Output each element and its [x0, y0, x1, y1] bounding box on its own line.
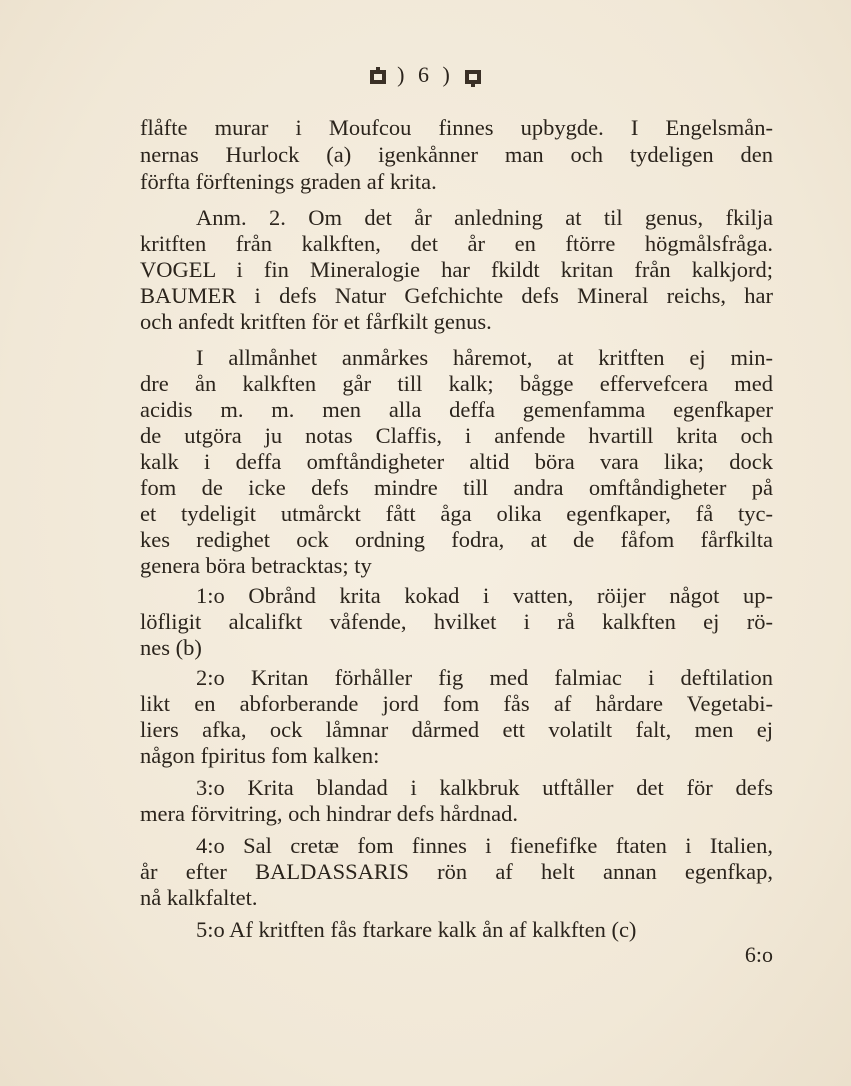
text-line: de utgöra ju notas Claffis, i anfende hvartill krita och: [140, 423, 773, 448]
text-line: kritften från kalkften, det år en ftörre högmålsfråga.: [140, 231, 773, 256]
text-line: nes (b): [140, 635, 202, 660]
text-line: et tydeligit utmårckt fått åga olika egenfkaper, få tyc-: [140, 501, 773, 526]
text-line: genera böra betracktas; ty: [140, 553, 372, 578]
header-paren-left: ): [397, 62, 409, 87]
text-line: dre ån kalkften går till kalk; bågge effervefcera med: [140, 371, 773, 396]
text-line: kes redighet ock ordning fodra, at de fåfom fårfkilta: [140, 527, 773, 552]
printer-ornament-left-icon: [368, 66, 388, 88]
text-line: 1:o Obrånd krita kokad i vatten, röijer något up-: [196, 583, 773, 608]
text-line: Anm. 2. Om det år anledning at til genus, fkilja: [196, 205, 773, 230]
text-line: 2:o Kritan förhåller fig med falmiac i deftilation: [196, 665, 773, 690]
page-header: [0, 62, 851, 88]
text-line: acidis m. m. men alla deffa gemenfamma egenfkaper: [140, 397, 773, 422]
text-line: I allmånhet anmårkes håremot, at kritften ej min-: [196, 345, 773, 370]
text-line: nernas Hurlock (a) igenkånner man och tydeligen den: [140, 142, 773, 167]
text-line: någon fpiritus fom kalken:: [140, 743, 380, 768]
text-line: mera förvitring, och hindrar defs hårdnad.: [140, 801, 518, 826]
text-line: löfligit alcalifkt våfende, hvilket i rå kalkften ej rö-: [140, 609, 773, 634]
text-line: VOGEL i fin Mineralogie har fkildt kritan från kalkjord;: [140, 257, 773, 282]
text-line: likt en abforberande jord fom fås af hårdare Vegetabi-: [140, 691, 773, 716]
text-line: 5:o Af kritften fås ftarkare kalk ån af kalkften (c): [196, 917, 637, 942]
text-line: och anfedt kritften för et fårfkilt genus.: [140, 309, 492, 334]
header-paren-right: ): [442, 62, 454, 87]
printer-ornament-right-icon: [463, 66, 483, 88]
page-number: 6: [418, 62, 433, 87]
catchword: 6:o: [744, 942, 773, 967]
text-line: 4:o Sal cretæ fom finnes i fienefifke ftaten i Italien,: [196, 833, 773, 858]
text-line: BAUMER i defs Natur Gefchichte defs Mineral reichs, har: [140, 283, 773, 308]
text-line: liers afka, ock låmnar dårmed ett volatilt falt, men ej: [140, 717, 773, 742]
text-line: 3:o Krita blandad i kalkbruk utftåller det för defs: [196, 775, 773, 800]
text-line: nå kalkfaltet.: [140, 885, 258, 910]
text-line: fom de icke defs mindre till andra omftåndigheter på: [140, 475, 773, 500]
text-line: år efter BALDASSARIS rön af helt annan egenfkap,: [140, 859, 773, 884]
text-line: förfta förftenings graden af krita.: [140, 169, 437, 194]
text-line: kalk i deffa omftåndigheter altid böra vara lika; dock: [140, 449, 773, 474]
text-line: flåfte murar i Moufcou finnes upbygde. I Engelsmån-: [140, 115, 773, 140]
